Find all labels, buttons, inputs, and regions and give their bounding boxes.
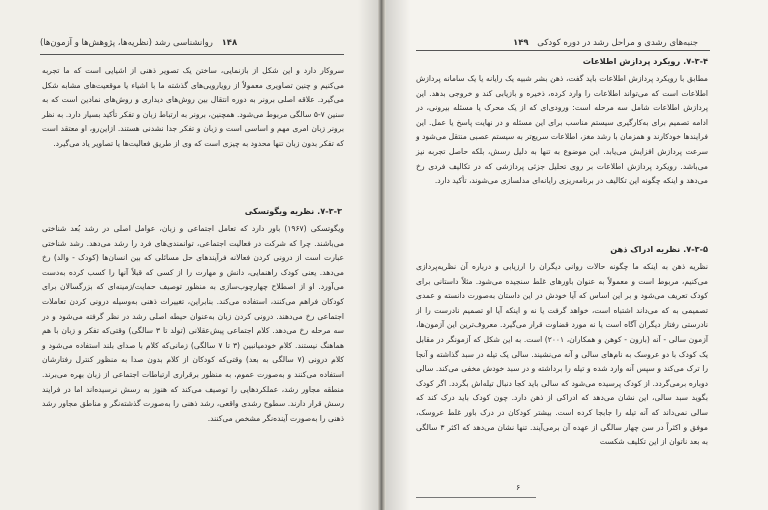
right-page-shadow <box>386 0 410 510</box>
right-section1-paragraph: مطابق با رویکرد پردازش اطلاعات باید گفت، ذهن بشر شبیه یک رایانه یا یک سامانه پردازش اطلاعات است که می‌تواند اطلاعات را وارد کرده، ذخیره و بازیابی کند و خروجی بدهد. این پردازش اطلاعات شامل سه مرحله است: ورودی‌ای که از یک محرک یا مسئله بیرونی، در ادامه تصمیم برای به‌کارگیری سیستم مناسب برای این مسئله و در نهایت پاسخ یا عمل. این فرایندها خودکارند و همزمان با رشد مغز، اطلاعات سریع‌تر به سیستم عصبی منتقل می‌شود و سرعت پردازش افزایش می‌یابد. این موضوع به تنها به دلیل رسش، بلکه حاصل تجربه نیز می‌باشد. رویکرد پردازش اطلاعات بر روی تحلیل جزئی پردازشی که در تکالیف فردی رخ می‌دهد و اینکه چگونه این تکالیف در برنامه‌ریزی رایانه‌ای مدلسازی می‌شوند، تأکید دارد. <box>416 74 708 186</box>
right-page-number: ۱۴۹ <box>513 38 529 48</box>
right-header-rule <box>416 50 710 51</box>
right-section2-heading: ۷-۳-۵. نظریه ادراک ذهن <box>610 244 708 254</box>
right-section2-paragraph: نظریه ذهن به اینکه ما چگونه حالات روانی دیگران را ارزیابی و درباره آن نظریه‌پردازی می‌کنیم، مربوط است و معمولاً به عنوان باورهای غلط سنجیده می‌شود. مثلاً داستانی برای کودک تعریف می‌شود و بر این اساس که آیا خودش در این داستان به‌صورت دانسته و عمدی تصمیمی به که می‌داند اشتباه است، خواهد گرفت یا نه و اینکه آیا او تصمیم نادرست را از نادرستی رفتار دیگران آگاه است یا نه مورد قضاوت قرار می‌گیرد. معروف‌ترین این آزمون‌ها، آزمون سالی - آنه (بارون - کوهن و همکاران، ۲۰۰۱) است. به این شکل که آزمونگر در مقابل یک کودک با دو عروسک به نام‌های سالی و آنه می‌نشیند. سالی یک تیله در سبد گذاشته و آنجا را ترک می‌کند و سپس آنه وارد شده و تیله را برداشته و در سبد خودش مخفی می‌کند. سالی دوباره برمی‌گردد. از کودک پرسیده می‌شود که سالی باید کجا دنبال تیله‌اش بگردد. اگر کودک بگوید سبد سالی، این نشان می‌دهد که ادراکی از ذهن دارد. چون کودک باید درک کند که سالی نمی‌داند که آنه تیله را جابجا کرده است. بیشتر کودکان در درک باور غلط عروسک، موفق و اکثراً در سن چهار سالگی از عهده آن برمی‌آیند. تنها نشان می‌دهد که اکثر ۳ سالگی به بعد ناتوان از این تکلیف شکست <box>416 262 708 447</box>
left-page-header <box>40 38 338 48</box>
left-page-shadow <box>358 0 378 510</box>
left-page-header-title: روانشناسی رشد (نظریه‌ها، پژوهش‌ها و آزمون‌ها) <box>40 38 213 48</box>
left-section-heading: ۷-۳-۳. نظریه ویگوتسکی <box>244 206 342 216</box>
right-section1-heading: ۷-۳-۴. رویکرد پردازش اطلاعات <box>582 56 708 66</box>
left-intro-paragraph: سروکار دارد و این شکل از بازنمایی، ساختن یک تصویر ذهنی از اشیایی است که ما تجربه می‌کنیم و چنین تصاویری معمولاً از رویارویی‌های گذشته ما با اشیاء یا موقعیت‌های مشابه شکل می‌گیرد. علاقه اصلی برونر به دوره انتقال بین روش‌های دیداری و روش‌های نمادین است که به سنین ۷-۵ سالگی مربوط می‌شود. همچنین، برونر به ارتباط زبان و تفکر تأکید بسیار دارد. به نظر برونر زبان امری مهم و اساسی است و زبان و تفکر جدا نشدنی هستند. ازاین‌رو، او معتقد است که تفکر بدون زبان تنها محدود به چیزی است که وی از طریق فعالیت‌ها یا تصاویر یاد می‌گیرد. <box>42 66 344 148</box>
left-header-rule <box>40 54 344 55</box>
right-page <box>386 0 768 510</box>
left-page-number: ۱۴۸ <box>221 38 238 48</box>
left-page <box>0 0 378 510</box>
footnote-rule <box>416 497 536 498</box>
footnote-mark: ۶ <box>516 483 521 492</box>
left-section-paragraph: ویگوتسکی (۱۹۶۷) باور دارد که تعامل اجتماعی و زبان، عوامل اصلی در رشد بُعد شناختی می‌باشند. چرا که شرکت در فعالیت اجتماعی، توانمندی‌های فرد را رشد می‌دهد. رشد شناختی عبارت است از درونی کردن فعالانه فرآیندهای حل مسائلی که بین انسان‌ها (کودک - والد) رخ می‌دهد. یعنی کودک راهنمایی، دانش و مهارت را از کسی که قبلاً آنها را کسب کرده به‌دست می‌آورد. او از اصطلاح چهارچوب‌سازی به منظور توصیف حمایت/زمینه‌ای که بزرگسالان برای کودکان فراهم می‌کنند، استفاده می‌کند. بنابراین، تغییرات ذهنی به‌وسیله درونی کردن تعاملات اجتماعی رخ می‌دهند. درونی کردن زبان به‌عنوان حیطه اصلی رشد در نظر گرفته می‌شود و در سه مرحله رخ می‌دهد. کلام اجتماعی پیش‌عقلانی (تولد تا ۳ سالگی) وقتی‌که تفکر و زبان با هم هماهنگ نیستند. کلام خودمیانبین (۳ تا ۷ سالگی) زمانی‌که کلام با صدای بلند استفاده می‌شود و کلام درونی (۷ سالگی به بعد) وقتی‌که کودکان از کلام بدون صدا به منظور کنترل رفتارشان استفاده می‌کنند و به‌صورت عموم، به منظور برقراری ارتباطات اجتماعی از زبان بهره می‌برند. منطقه مجاور رشد، عملکردهایی را توصیف می‌کند که هنوز به رسش نرسیده‌اند اما در فرایند رسش قرار دارند. سطوح رشدی واقعی، رشد ذهنی را به‌صورت گذشته‌نگر و مناطق مجاور رشد ذهنی را به‌صورت آینده‌نگر مشخص می‌کنند. <box>42 224 345 423</box>
right-page-header-title: جنبه‌های رشدی و مراحل رشد در دوره کودکی <box>537 38 698 48</box>
book-gutter <box>378 0 386 510</box>
right-page-header <box>416 38 698 48</box>
